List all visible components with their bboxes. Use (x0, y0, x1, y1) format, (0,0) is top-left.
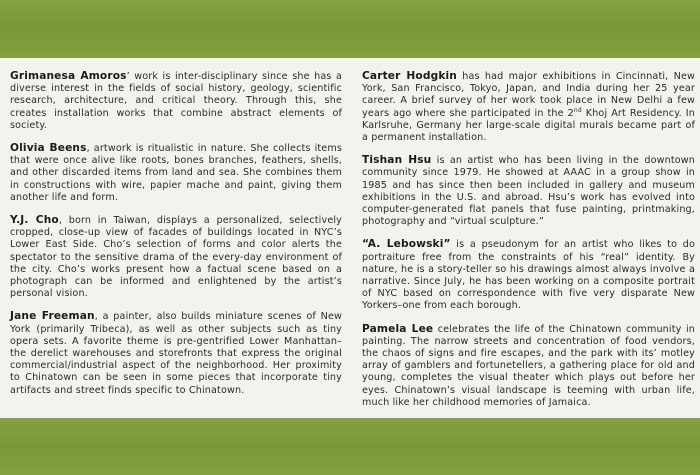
artist-name: Y.J. Cho (10, 214, 59, 227)
bio-a-lebowski (362, 238, 695, 312)
artist-bio-text: celebrates the life of the Chinatown community in painting. The narrow streets and concentration of food vendors, the chaos of signs and fire escapes, and the park with its’ motley array of gamblers and fortunetellers, a gathering place for old and young, completes the visual theater which plays out before her eyes. Chinatown’s visual landscape is teeming with urban life, much like her childhood memories of Jamaica. (362, 323, 695, 408)
artist-name: Tishan Hsu (362, 154, 432, 167)
artist-bio-text: is a pseudonym for an artist who likes to do portraiture free from the constraints of his “real” identity. By nature, he is a story-teller so his drawings almost always involve a narrative. Since July, he has been working on a composite portrait of NYC based on correspondence with five very disparate New Yorkers–one from each borough. (362, 239, 696, 312)
artist-name: Grimanesa Amoros (10, 70, 127, 82)
ordinal-suffix: nd (573, 106, 582, 114)
bio-grimanesa-amoros (10, 70, 342, 132)
bio-tishan-hsu (362, 154, 695, 228)
left-column (10, 70, 342, 407)
bio-yj-cho (10, 214, 342, 300)
bio-olivia-beens (10, 142, 342, 204)
artist-name: “A. Lebowski” (362, 238, 451, 251)
bio-pamela-lee (362, 323, 695, 409)
bottom-green-band (0, 418, 700, 475)
artist-name: Jane Freeman (10, 310, 95, 323)
artist-name: Olivia Beens (10, 142, 87, 155)
artist-bio-text: ’ work is inter-disciplinary since she has a diverse interest in the fields of social history, geology, scientific research, architecture, and critical theory. Through this, she creates installation works that combine abstract elements of society. (10, 71, 342, 131)
top-green-band (0, 0, 700, 58)
artist-bio-text: , artwork is ritualistic in nature. She collects items that were once alive like roots, bones branches, feathers, shells, and other discarded items from land and sea. She combines them in constructions with wire, papier mache and paint, giving them another life and form. (10, 143, 343, 203)
artist-name: Pamela Lee (362, 322, 434, 335)
artist-bios-panel (0, 58, 700, 418)
artist-name: Carter Hodgkin (362, 70, 457, 82)
artist-bio-text: , a painter, also builds miniature scenes of New York (primarily Tribeca), as well as other subjects such as tiny opera sets. A favorite theme is pre-gentrified Lower Manhattan–the derelict warehouses and storefronts that express the original commercial/industrial aspect of the neighborhood. Her proximity to Chinatown can be seen in some pieces that incorporate tiny artifacts and street finds specific to Chinatown. (10, 311, 343, 396)
artist-bio-text: has had major exhibitions in Cincinnati, New York, San Francisco, Tokyo, Japan, and India during her 25 year career. A brief survey of her work took place in New Delhi a few years ago where she participated in the 2 (362, 71, 695, 119)
artist-bio-text-continued: Khoj Art Residency. In Karlsruhe, Germany her large-scale digital murals became part of a permanent installation. (362, 107, 695, 144)
artist-bio-text: , born in Taiwan, displays a personalized, selectively cropped, close-up view of facades of buildings located in NYC’s Lower East Side. Cho’s selection of forms and color alerts the spectator to the sensitive drama of the every-day environment of the city. Cho’s works present how a factual scene based on a photograph can be informed and enlightened by the artist’s personal vision. (10, 215, 343, 300)
artist-bio-text: is an artist who has been living in the downtown community since 1979. He showed at AAAC in a group show in 1985 and has since then been included in gallery and museum exhibitions in the U.S. and abroad. Hsu’s work has evolved into computer-generated flat panels that fuse painting, printmaking, photography and “virtual sculpture.” (362, 155, 695, 228)
bio-carter-hodgkin (362, 70, 695, 144)
bio-jane-freeman (10, 310, 342, 396)
right-column (362, 70, 695, 419)
